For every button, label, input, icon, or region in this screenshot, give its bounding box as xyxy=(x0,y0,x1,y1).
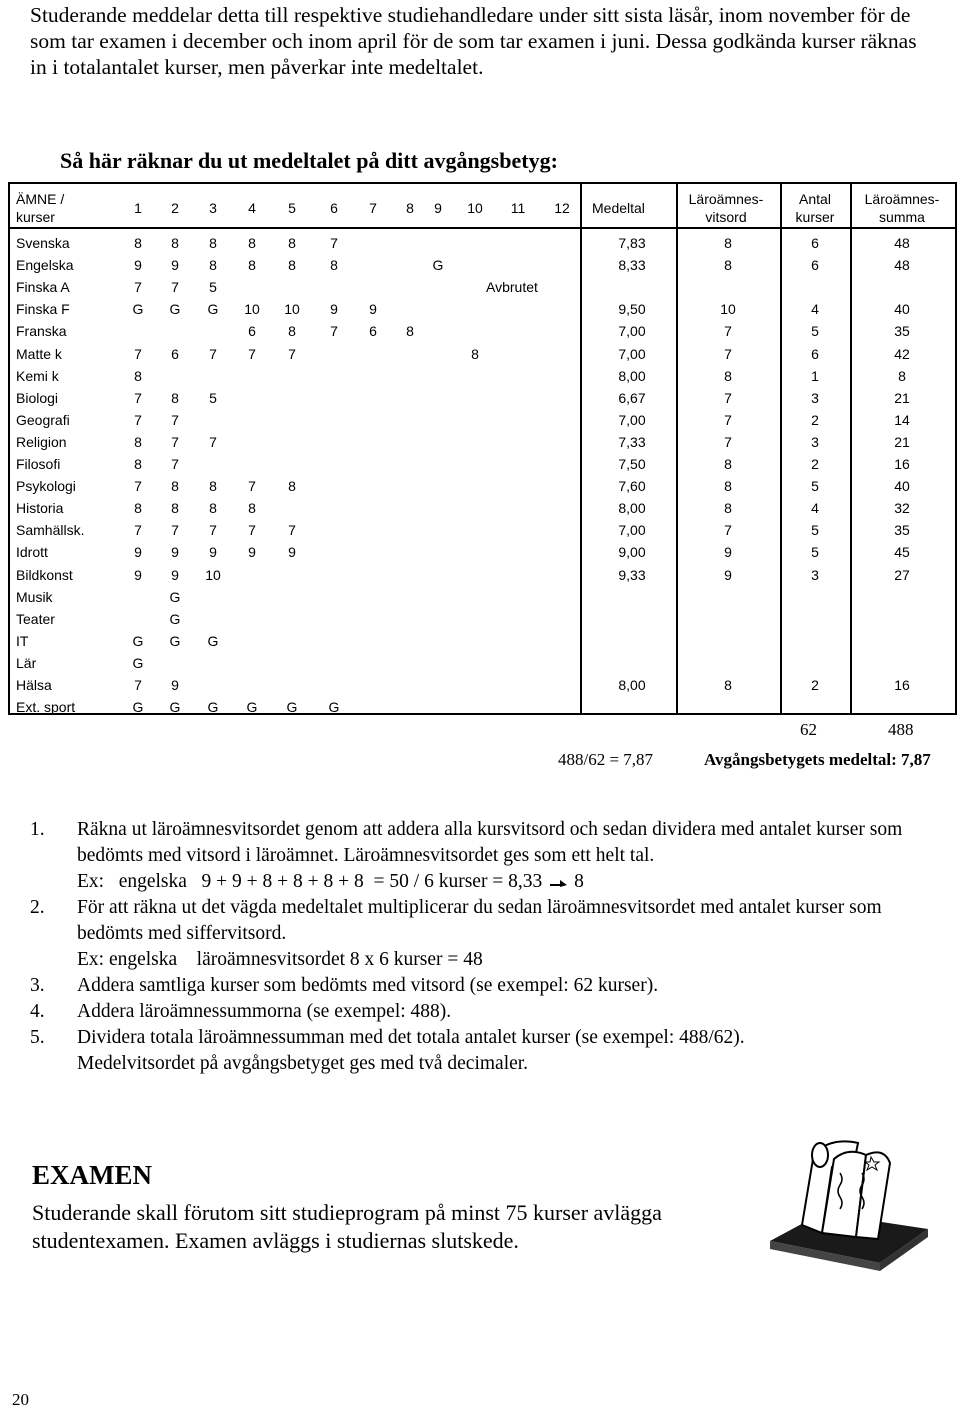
course-grade: 5 xyxy=(209,279,217,296)
header-divider xyxy=(10,227,955,229)
step-text: Addera samtliga kurser som bedömts med vitsord (se exempel: 62 kurser). xyxy=(77,975,659,996)
summa-value: 45 xyxy=(894,544,910,561)
step-text: Addera läroämnessummorna (se exempel: 488). xyxy=(77,1001,452,1022)
example-text: Ex: engelska 9 + 9 + 8 + 8 + 8 + 8 = 50 / 6 kurser = 8,33 xyxy=(77,871,543,892)
result: Avgångsbetygets medeltal: 7,87 xyxy=(704,750,931,769)
course-grade: 9 xyxy=(134,544,142,561)
course-grade: 8 xyxy=(209,235,217,251)
course-grade: 7 xyxy=(134,389,142,406)
course-grade: 7 xyxy=(209,433,217,450)
subject-name: Finska A xyxy=(16,279,70,296)
course-grade: 8 xyxy=(288,478,296,495)
course-grade: 8 xyxy=(209,500,217,517)
header-summa-2: summa xyxy=(879,209,925,225)
subject-name: Samhällsk. xyxy=(16,522,85,539)
subject-name: Ext. sport xyxy=(16,699,76,716)
course-grade: 8 xyxy=(134,433,142,450)
course-grade: 7 xyxy=(171,433,179,450)
medeltal-value: 9,00 xyxy=(618,544,646,561)
medeltal-value: 9,50 xyxy=(618,301,646,318)
course-grade: 7 xyxy=(248,522,256,539)
summa-value: 48 xyxy=(894,235,910,251)
course-grade: 8 xyxy=(288,235,296,251)
course-grade: 9 xyxy=(171,566,179,583)
course-grade: 7 xyxy=(171,279,179,296)
header-course-number: 5 xyxy=(288,200,296,216)
header-vitsord-1: Läroämnes- xyxy=(688,191,764,207)
course-grade: 8 xyxy=(288,257,296,274)
instruction-step xyxy=(30,973,940,999)
course-grade: G xyxy=(286,699,298,716)
exam-title: EXAMEN xyxy=(32,1160,152,1190)
course-grade: G xyxy=(132,699,144,716)
header-course-number: 12 xyxy=(554,200,570,216)
header-course-number: 2 xyxy=(171,200,179,216)
course-grade: G xyxy=(246,699,258,716)
summa-value: 16 xyxy=(894,456,910,472)
course-grade: 9 xyxy=(369,301,377,318)
exam-text: Studerande skall förutom sitt studieprogram på minst 75 kurser avlägga studentexamen. Examen avläggs i studiernas slutskede. xyxy=(32,1200,662,1253)
course-grade: 8 xyxy=(171,478,179,495)
subject-name: Bildkonst xyxy=(16,566,73,583)
course-grade: 10 xyxy=(284,301,300,318)
course-grade: G xyxy=(169,699,181,716)
antal-value: 3 xyxy=(811,566,819,583)
summa-value: 21 xyxy=(894,389,910,406)
vitsord-value: 7 xyxy=(724,411,732,428)
antal-value: 5 xyxy=(811,323,819,340)
medeltal-value: 8,00 xyxy=(618,500,646,517)
course-grade: 9 xyxy=(171,544,179,561)
course-grade: G xyxy=(207,301,219,318)
course-grade: 10 xyxy=(244,301,260,318)
vitsord-value: 8 xyxy=(724,367,732,384)
course-grade: 7 xyxy=(134,478,142,495)
vitsord-value: 8 xyxy=(724,456,732,472)
step-number: 2. xyxy=(30,897,45,918)
antal-value: 4 xyxy=(811,301,819,318)
course-grade: 8 xyxy=(134,500,142,517)
antal-value: 6 xyxy=(811,235,819,251)
course-grade: 7 xyxy=(171,411,179,428)
summa-value: 8 xyxy=(898,367,906,384)
course-grade: 5 xyxy=(209,389,217,406)
step-number: 3. xyxy=(30,975,45,996)
vitsord-value: 10 xyxy=(720,301,736,318)
page-number: 20 xyxy=(12,1390,29,1409)
vitsord-value: 8 xyxy=(724,478,732,495)
medeltal-value: 7,00 xyxy=(618,345,646,362)
instruction-step xyxy=(30,817,940,895)
course-grade: 9 xyxy=(288,544,296,561)
subject-name: Teater xyxy=(16,610,55,627)
subject-name: Franska xyxy=(16,323,67,340)
step-text: Räkna ut läroämnesvitsordet genom att addera alla kursvitsord och sedan dividera med antalet kurser som bedömts med vitsord i läroämnet. Läroämnesvitsordet ges som ett helt tal. xyxy=(77,819,903,866)
course-grade: 9 xyxy=(171,257,179,274)
header-course-number: 7 xyxy=(369,200,377,216)
header-subject-2: kurser xyxy=(16,209,55,225)
header-course-number: 1 xyxy=(134,200,142,216)
grade-table xyxy=(8,182,957,715)
course-grade: G xyxy=(432,257,444,274)
medeltal-value: 6,67 xyxy=(618,389,646,406)
course-grade: 6 xyxy=(171,345,179,362)
step-number: 4. xyxy=(30,1001,45,1022)
antal-value: 4 xyxy=(811,500,819,517)
step-number: 1. xyxy=(30,819,45,840)
vitsord-value: 8 xyxy=(724,500,732,517)
course-grade: 8 xyxy=(171,500,179,517)
course-grade: 9 xyxy=(134,257,142,274)
step-text: Medelvitsordet på avgångsbetyget ges med två decimaler. xyxy=(77,1053,529,1074)
summa-value: 42 xyxy=(894,345,910,362)
course-grade: 8 xyxy=(134,235,142,251)
course-grade: G xyxy=(169,632,181,649)
instruction-step xyxy=(30,999,940,1025)
course-grade: 7 xyxy=(209,345,217,362)
subject-name: Finska F xyxy=(16,301,70,318)
step-example xyxy=(77,869,940,895)
medeltal-value: 7,00 xyxy=(618,411,646,428)
course-grade: 7 xyxy=(248,345,256,362)
header-course-number: 10 xyxy=(467,200,483,216)
summa-value: 40 xyxy=(894,478,910,495)
course-grade: 7 xyxy=(330,235,338,251)
header-course-number: 8 xyxy=(406,200,414,216)
calculation: 488/62 = 7,87 xyxy=(558,750,654,769)
course-grade: G xyxy=(169,301,181,318)
course-grade: 9 xyxy=(134,566,142,583)
subject-name: Biologi xyxy=(16,389,59,406)
subject-name: Svenska xyxy=(16,235,70,251)
course-grade: 7 xyxy=(134,279,142,296)
course-grade: 8 xyxy=(248,500,256,517)
vitsord-value: 9 xyxy=(724,566,732,583)
course-grade: 7 xyxy=(209,522,217,539)
summa-value: 35 xyxy=(894,522,910,539)
course-grade: 9 xyxy=(171,677,179,693)
course-grade: 8 xyxy=(171,389,179,406)
vitsord-value: 8 xyxy=(724,677,732,693)
header-course-number: 4 xyxy=(248,200,256,216)
course-grade: 7 xyxy=(171,522,179,539)
subject-name: Musik xyxy=(16,588,53,605)
antal-value: 6 xyxy=(811,345,819,362)
medeltal-value: 8,00 xyxy=(618,677,646,693)
instruction-step xyxy=(30,1025,940,1077)
header-course-number: 3 xyxy=(209,200,217,216)
step-text: För att räkna ut det vägda medeltalet multiplicerar du sedan läroämnesvitsordet med antalet kurser som bedömts med siffervitsord. xyxy=(77,897,882,944)
course-grade: G xyxy=(132,632,144,649)
summa-value: 40 xyxy=(894,301,910,318)
vitsord-value: 7 xyxy=(724,522,732,539)
course-grade: G xyxy=(132,654,144,671)
subject-name: Hälsa xyxy=(16,677,52,693)
course-grade: 10 xyxy=(205,566,221,583)
row-note: Avbrutet xyxy=(486,279,538,296)
course-grade: 8 xyxy=(248,235,256,251)
subject-name: IT xyxy=(16,632,29,649)
antal-value: 3 xyxy=(811,433,819,450)
subject-name: Historia xyxy=(16,500,64,517)
header-course-number: 9 xyxy=(434,200,442,216)
course-grade: 8 xyxy=(248,257,256,274)
course-grade: 8 xyxy=(209,257,217,274)
vitsord-value: 7 xyxy=(724,323,732,340)
subject-name: Filosofi xyxy=(16,456,61,472)
summa-value: 35 xyxy=(894,323,910,340)
subject-name: Lär xyxy=(16,654,37,671)
step-number: 5. xyxy=(30,1027,45,1048)
course-grade: 6 xyxy=(248,323,256,340)
course-grade: 7 xyxy=(134,345,142,362)
course-grade: G xyxy=(169,610,181,627)
antal-value: 3 xyxy=(811,389,819,406)
course-grade: 8 xyxy=(330,257,338,274)
course-grade: G xyxy=(169,588,181,605)
course-grade: 7 xyxy=(248,478,256,495)
example-result: 8 xyxy=(574,871,584,892)
course-grade: G xyxy=(207,699,219,716)
summa-value: 27 xyxy=(894,566,910,583)
course-grade: 9 xyxy=(248,544,256,561)
summa-value: 14 xyxy=(894,411,910,428)
table-heading: Så här räknar du ut medeltalet på ditt avgångsbetyg: xyxy=(60,148,558,173)
subject-name: Psykologi xyxy=(16,478,76,495)
course-grade: 8 xyxy=(134,367,142,384)
antal-value: 5 xyxy=(811,522,819,539)
column-divider xyxy=(580,184,582,713)
vitsord-value: 7 xyxy=(724,345,732,362)
vitsord-value: 9 xyxy=(724,544,732,561)
instruction-list xyxy=(30,817,940,1077)
course-grade: 8 xyxy=(406,323,414,340)
antal-value: 5 xyxy=(811,544,819,561)
vitsord-value: 8 xyxy=(724,257,732,274)
step-example: Ex: engelska läroämnesvitsordet 8 x 6 kurser = 48 xyxy=(77,949,483,970)
summa-value: 16 xyxy=(894,677,910,693)
antal-value: 6 xyxy=(811,257,819,274)
course-grade: 7 xyxy=(288,345,296,362)
subject-name: Kemi k xyxy=(16,367,59,384)
course-grade: 7 xyxy=(330,323,338,340)
vitsord-value: 8 xyxy=(724,235,732,251)
course-grade: 7 xyxy=(134,522,142,539)
medeltal-value: 7,00 xyxy=(618,522,646,539)
medeltal-value: 7,00 xyxy=(618,323,646,340)
course-grade: 7 xyxy=(134,677,142,693)
course-grade: 8 xyxy=(288,323,296,340)
medeltal-value: 7,60 xyxy=(618,478,646,495)
vitsord-value: 7 xyxy=(724,433,732,450)
header-subject-1: ÄMNE / xyxy=(16,191,65,207)
subject-name: Geografi xyxy=(16,411,70,428)
course-grade: G xyxy=(207,632,219,649)
instruction-step xyxy=(30,895,940,973)
medeltal-value: 7,33 xyxy=(618,433,646,450)
medeltal-value: 9,33 xyxy=(618,566,646,583)
total-antal: 62 xyxy=(800,720,817,739)
summa-value: 21 xyxy=(894,433,910,450)
subject-name: Matte k xyxy=(16,345,62,362)
course-grade: 8 xyxy=(209,478,217,495)
header-course-number: 11 xyxy=(510,200,526,216)
medeltal-value: 7,83 xyxy=(618,235,646,251)
course-grade: 7 xyxy=(134,411,142,428)
diploma-scroll-icon xyxy=(762,1133,932,1273)
header-vitsord-2: vitsord xyxy=(705,209,747,225)
summa-value: 32 xyxy=(894,500,910,517)
antal-value: 2 xyxy=(811,456,819,472)
course-grade: 9 xyxy=(330,301,338,318)
header-antal-1: Antal xyxy=(799,191,831,207)
intro-paragraph: Studerande meddelar detta till respektive studiehandledare under sitt sista läsår, inom november för de som tar examen i december och inom april för de som tar examen i juni. Dessa godkända kurser räknas in i totalantalet kurser, men påverkar inte medeltalet. xyxy=(30,3,917,79)
header-course-number: 6 xyxy=(330,200,338,216)
course-grade: 8 xyxy=(471,345,479,362)
arrow-right-icon xyxy=(547,876,569,890)
course-grade: 8 xyxy=(134,456,142,472)
header-medeltal: Medeltal xyxy=(592,200,645,216)
medeltal-value: 8,00 xyxy=(618,367,646,384)
subject-name: Idrott xyxy=(16,544,48,561)
course-grade: G xyxy=(132,301,144,318)
header-summa-1: Läroämnes- xyxy=(864,191,940,207)
antal-value: 2 xyxy=(811,677,819,693)
summa-value: 48 xyxy=(894,257,910,274)
subject-name: Religion xyxy=(16,433,67,450)
course-grade: 7 xyxy=(171,456,179,472)
antal-value: 5 xyxy=(811,478,819,495)
medeltal-value: 7,50 xyxy=(618,456,646,472)
total-summa: 488 xyxy=(888,720,914,739)
course-grade: 9 xyxy=(209,544,217,561)
header-antal-2: kurser xyxy=(795,209,835,225)
antal-value: 2 xyxy=(811,411,819,428)
course-grade: 6 xyxy=(369,323,377,340)
course-grade: G xyxy=(328,699,340,716)
subject-name: Engelska xyxy=(16,257,74,274)
step-text: Dividera totala läroämnessumman med det totala antalet kurser (se exempel: 488/62). xyxy=(77,1027,745,1048)
course-grade: 7 xyxy=(288,522,296,539)
course-grade: 8 xyxy=(171,235,179,251)
antal-value: 1 xyxy=(811,367,819,384)
medeltal-value: 8,33 xyxy=(618,257,646,274)
vitsord-value: 7 xyxy=(724,389,732,406)
